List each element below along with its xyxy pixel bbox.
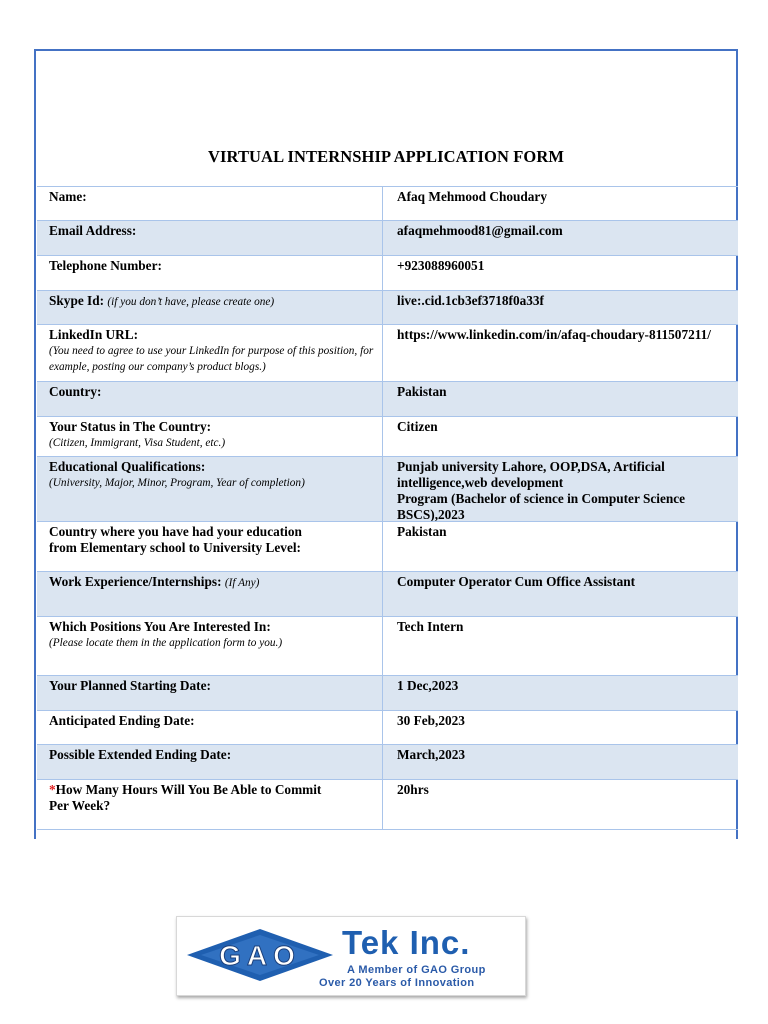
company-logo <box>176 916 526 996</box>
form-title: VIRTUAL INTERNSHIP APPLICATION FORM <box>207 147 565 166</box>
field-label: LinkedIn URL: <box>49 327 139 342</box>
field-value: Computer Operator Cum Office Assistant <box>397 574 636 589</box>
field-hint: (If Any) <box>224 577 260 589</box>
field-hint: (Citizen, Immigrant, Visa Student, etc.) <box>49 437 226 449</box>
table-row <box>37 255 738 290</box>
field-value: 30 Feb,2023 <box>397 713 465 728</box>
field-value: Afaq Mehmood Choudary <box>397 189 547 204</box>
logo-company-name: Tek Inc. <box>342 924 471 961</box>
logo-tagline-1: A Member of GAO Group <box>347 964 486 976</box>
field-label-2: from Elementary school to University Level: <box>49 540 301 555</box>
table-row <box>37 779 738 830</box>
field-value: Punjab university Lahore, OOP,DSA, Artificial intelligence,web development <box>397 459 665 490</box>
field-label: Email Address: <box>49 223 137 238</box>
table-row <box>37 744 738 779</box>
field-value: Pakistan <box>397 384 447 399</box>
field-label: Possible Extended Ending Date: <box>49 747 232 762</box>
gao-diamond-logo-icon <box>185 927 335 983</box>
field-label: Your Status in The Country: <box>49 419 212 434</box>
table-row <box>37 456 738 521</box>
table-row <box>37 186 738 220</box>
field-value: Citizen <box>397 419 438 434</box>
field-hint: (University, Major, Minor, Program, Year of completion) <box>49 477 305 489</box>
required-asterisk: * <box>49 782 56 797</box>
field-label: Anticipated Ending Date: <box>49 713 195 728</box>
field-value: +923088960051 <box>397 258 485 273</box>
field-value-2: Program (Bachelor of science in Computer Science BSCS),2023 <box>397 491 686 522</box>
field-label: Skype Id: <box>49 293 105 308</box>
field-value: 20hrs <box>397 782 429 797</box>
logo-mark-text: GAO <box>219 940 301 971</box>
form-frame <box>34 49 738 839</box>
field-hint: (You need to agree to use your LinkedIn for purpose of this position, for example, posting our company’s product blogs.) <box>49 345 374 373</box>
form-table <box>37 186 738 830</box>
table-row <box>37 675 738 710</box>
table-row <box>37 381 738 416</box>
table-row <box>37 710 738 744</box>
table-row <box>37 571 738 616</box>
field-label: Name: <box>49 189 87 204</box>
table-row <box>37 616 738 675</box>
field-label: How Many Hours Will You Be Able to Commit Per Week? <box>49 782 322 813</box>
field-hint: (if you don’t have, please create one) <box>107 296 275 308</box>
field-value: March,2023 <box>397 747 466 762</box>
field-label: Which Positions You Are Interested In: <box>49 619 271 634</box>
table-row <box>37 324 738 381</box>
table-row <box>37 220 738 255</box>
field-value: live:.cid.1cb3ef3718f0a33f <box>397 293 544 308</box>
field-value: 1 Dec,2023 <box>397 678 459 693</box>
field-label: Your Planned Starting Date: <box>49 678 211 693</box>
table-row <box>37 416 738 456</box>
field-label: Country where you have had your education <box>49 524 302 539</box>
table-row <box>37 290 738 324</box>
field-label: Country: <box>49 384 102 399</box>
field-value: Pakistan <box>397 524 447 539</box>
field-value: Tech Intern <box>397 619 464 634</box>
table-row <box>37 521 738 571</box>
field-value: https://www.linkedin.com/in/afaq-choudary-811507211/ <box>397 327 712 342</box>
field-hint: (Please locate them in the application form to you.) <box>49 637 283 649</box>
field-label: Telephone Number: <box>49 258 162 273</box>
logo-tagline-2: Over 20 Years of Innovation <box>319 977 475 989</box>
field-label: Educational Qualifications: <box>49 459 206 474</box>
field-value: afaqmehmood81@gmail.com <box>397 223 563 238</box>
field-label: Work Experience/Internships: <box>49 574 222 589</box>
